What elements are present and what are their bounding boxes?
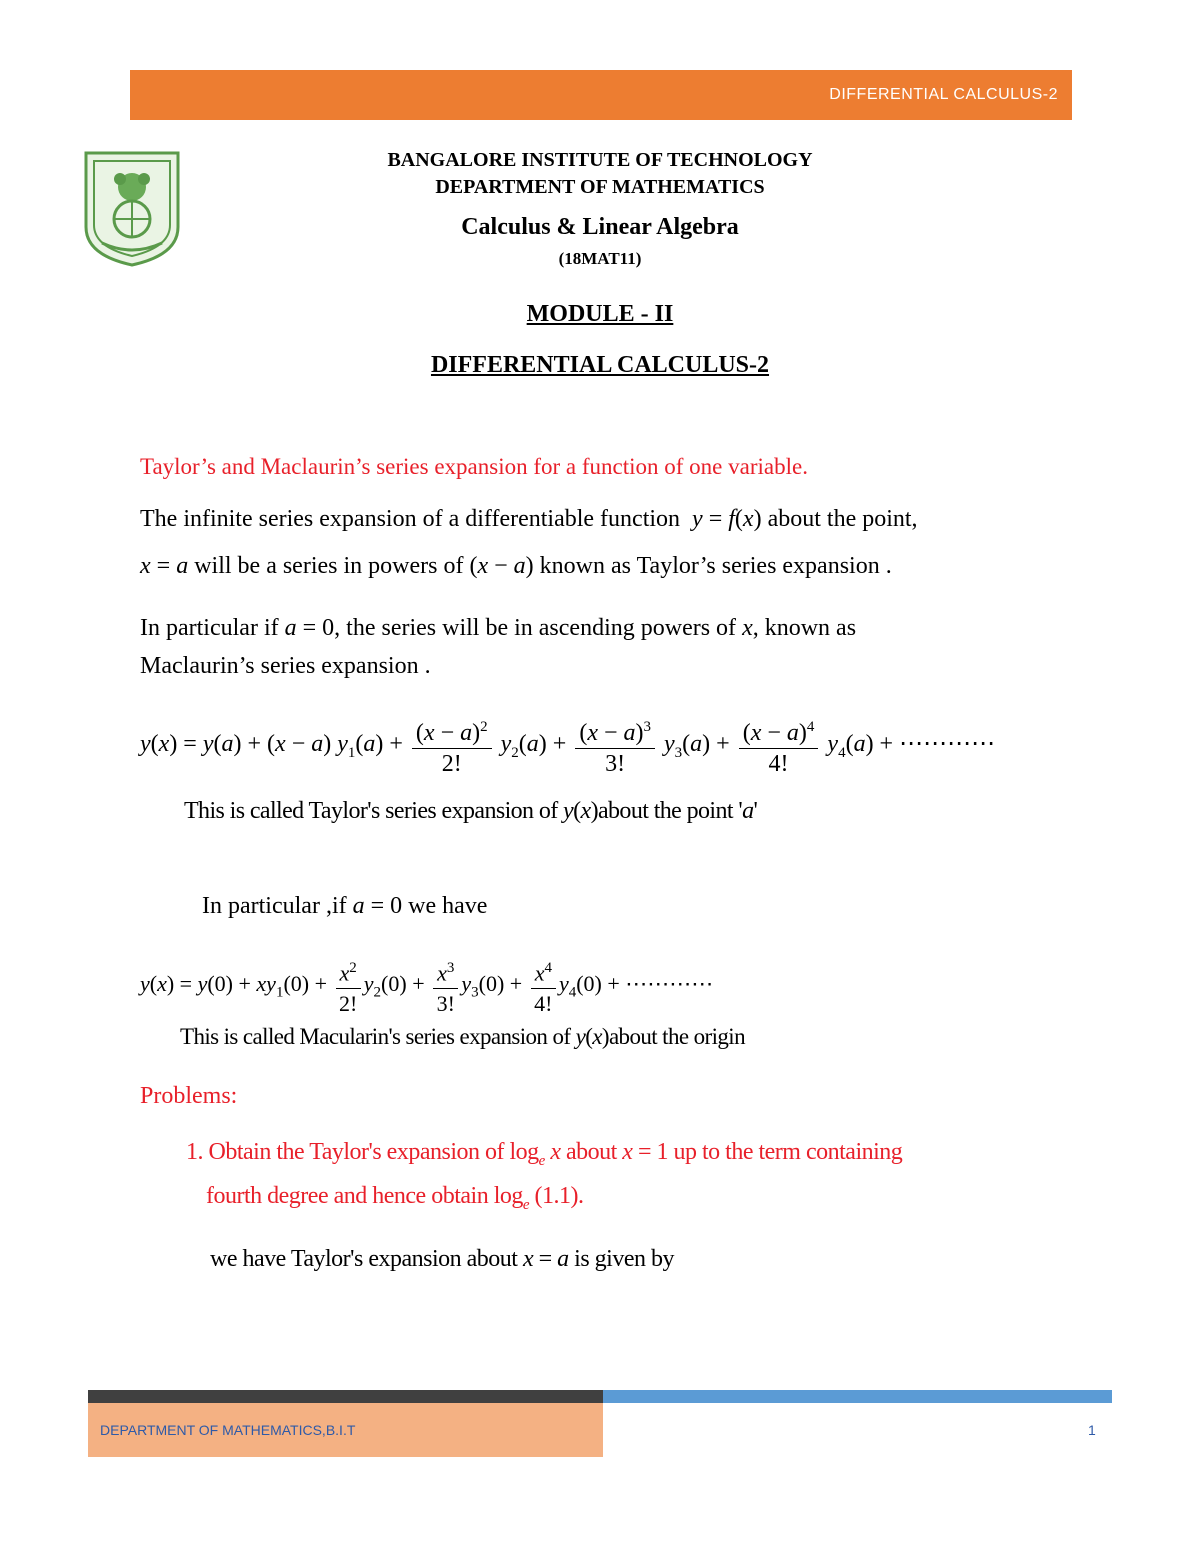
taylor-formula: y(x) = y(a) + (x − a) $y_1(a)$ + $\frac{(x - a)^2}{2!}$ $y_2(a)$ + $\frac{(x - a)^3}{3!}$ $y_3(a)$ + $\frac{(x - a)^4}{4!}$ $y_4(a)$ + ⋯⋯⋯⋯: [140, 712, 995, 779]
intro-text: The infinite series expansion of a differentiable function: [140, 506, 687, 532]
intro-text: , known as: [752, 615, 857, 641]
maclaurin-formula: $y(x) = y(0) + xy_1(0)$ + $\frac{x^2}{2!}$ $y_2(0)$ + $\frac{x^3}{3!}$ $y_3(0)$ + $\frac{x^4}{4!}$ $y_4(0)$ + ⋯⋯⋯⋯: [140, 953, 713, 1019]
math-expression: y(x): [575, 1024, 609, 1049]
taylor-caption: [184, 798, 757, 825]
caption-text: ': [753, 798, 758, 824]
fraction: $\frac{(x - a)^4}{4!}$: [739, 712, 819, 779]
math-expression: y(x): [563, 798, 598, 824]
footer-bar-blue: [603, 1390, 1112, 1403]
caption-text: about the point ': [597, 798, 743, 824]
fraction: $\frac{x^2}{2!}$: [336, 953, 361, 1019]
institution-name: BANGALORE INSTITUTE OF TECHNOLOGY: [387, 149, 813, 171]
math-expression: (x − a): [469, 553, 534, 579]
caption-text: about the origin: [608, 1024, 745, 1049]
section-heading: Taylor’s and Maclaurin’s series expansion for a function of one variable.: [140, 454, 808, 479]
intro-text: In particular ,if: [202, 893, 353, 919]
math-expression: x: [742, 615, 753, 641]
caption-text: This is called Macularin's series expansion of: [180, 1024, 576, 1049]
intro-text: will be a series in powers of: [188, 553, 470, 579]
math-expression: y = f(x): [692, 506, 762, 532]
problem-text: up to the term containing: [668, 1139, 903, 1165]
maclaurin-caption: [180, 1024, 745, 1050]
intro-text: , the series will be in ascending powers of: [334, 615, 743, 641]
math-expression: x = a: [522, 1246, 569, 1272]
intro-text: In particular if: [140, 615, 285, 641]
header-band: [130, 70, 1072, 120]
intro-line-3: [140, 615, 856, 642]
department-name: DEPARTMENT OF MATHEMATICS: [435, 176, 765, 198]
intro-text: we have: [402, 893, 488, 919]
module-subtitle: DIFFERENTIAL CALCULUS-2: [430, 352, 770, 378]
maclaurin-intro: [202, 893, 487, 920]
footer-bar-dark: [88, 1390, 603, 1403]
problem-text: 1. Obtain the Taylor's expansion of log: [186, 1139, 539, 1165]
intro-text: known as Taylor’s series expansion .: [533, 553, 892, 579]
course-code: (18MAT11): [558, 249, 642, 268]
problem-text: fourth degree and hence obtain log: [206, 1183, 523, 1209]
header-title: DIFFERENTIAL CALCULUS-2: [829, 86, 1058, 103]
given-line: [210, 1246, 674, 1273]
fraction: $\frac{(x - a)^2}{2!}$: [412, 712, 492, 779]
math-expression: a = 0: [352, 893, 403, 919]
math-expression: a = 0: [284, 615, 335, 641]
problem-1-line-2: fourth degree and hence obtain $\log_e (1.1)$.: [206, 1183, 584, 1213]
fraction: $\frac{(x - a)^3}{3!}$: [575, 712, 655, 779]
problem-text: .: [578, 1183, 584, 1209]
footer-department: DEPARTMENT OF MATHEMATICS,B.I.T: [100, 1422, 356, 1438]
math-expression: x = a: [140, 553, 189, 579]
math-expression: x = 1: [622, 1139, 668, 1165]
given-text: is given by: [568, 1246, 674, 1272]
math-expression: a: [742, 798, 754, 824]
problem-text: about: [560, 1139, 623, 1165]
module-title: MODULE - II: [526, 301, 674, 327]
problem-1-line-1: 1. Obtain the Taylor's expansion of $\log_e x$ about x = 1 up to the term containing: [186, 1139, 903, 1169]
intro-line-2: [140, 553, 892, 580]
caption-text: This is called Taylor's series expansion of: [184, 798, 564, 824]
problems-heading: Problems:: [140, 1083, 238, 1109]
intro-text: about the point,: [761, 506, 918, 532]
fraction: $\frac{x^4}{4!}$: [531, 953, 556, 1019]
math-expression: (1.1): [529, 1183, 579, 1209]
fraction: $\frac{x^3}{3!}$: [433, 953, 458, 1019]
math-expression: x: [550, 1139, 561, 1165]
intro-line-1: [140, 506, 918, 533]
intro-line-4: Maclaurin’s series expansion .: [140, 653, 431, 679]
course-title: Calculus & Linear Algebra: [461, 214, 739, 240]
given-text: we have Taylor's expansion about: [210, 1246, 523, 1272]
page-number: 1: [1088, 1422, 1096, 1438]
